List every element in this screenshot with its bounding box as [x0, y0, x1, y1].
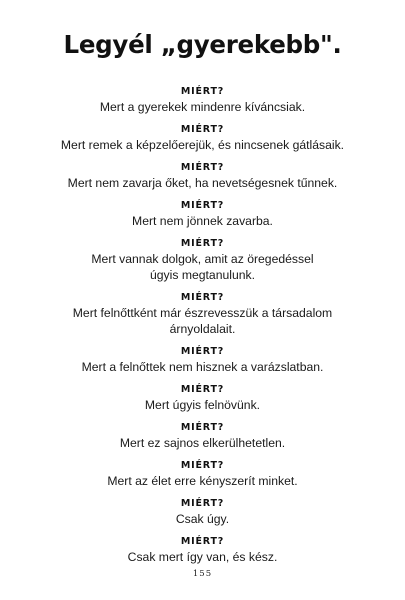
answer-text: Mert a gyerekek mindenre kíváncsiak.: [99, 100, 306, 114]
page-number: 155: [192, 569, 213, 579]
answer-text: Mert nem zavarja őket, ha nevetségesnek tűnnek.: [67, 176, 338, 190]
qa-list: [0, 84, 405, 572]
question-label: MIÉRT?: [180, 460, 225, 471]
page-title: Legyél „gyerekebb".: [63, 30, 342, 59]
question-label: MIÉRT?: [180, 86, 225, 97]
question-label: MIÉRT?: [180, 384, 225, 395]
answer-text: Mert ez sajnos elkerülhetetlen.: [119, 436, 286, 450]
answer-text: Csak mert így van, és kész.: [127, 550, 278, 564]
qa-item: [0, 420, 405, 451]
question-label: MIÉRT?: [180, 238, 225, 249]
qa-item: [0, 236, 405, 283]
question-label: MIÉRT?: [180, 422, 225, 433]
qa-item: [0, 496, 405, 527]
qa-item: [0, 122, 405, 153]
question-label: MIÉRT?: [180, 292, 225, 303]
question-label: MIÉRT?: [180, 162, 225, 173]
question-label: MIÉRT?: [180, 498, 225, 509]
answer-text: Mert remek a képzelőerejük, és nincsenek gátlásaik.: [60, 138, 345, 152]
answer-text: Mert úgyis felnövünk.: [144, 398, 261, 412]
question-label: MIÉRT?: [180, 536, 225, 547]
qa-item: [0, 344, 405, 375]
qa-item: [0, 160, 405, 191]
qa-item: [0, 84, 405, 115]
answer-text: Csak úgy.: [175, 512, 230, 526]
answer-text: Mert az élet erre kényszerít minket.: [107, 474, 298, 488]
answer-text: Mert nem jönnek zavarba.: [132, 214, 273, 228]
qa-item: [0, 534, 405, 565]
question-label: MIÉRT?: [180, 124, 225, 135]
qa-item: [0, 382, 405, 413]
answer-text: Mert a felnőttek nem hisznek a varázslatban.: [81, 360, 324, 374]
answer-text: Mert vannak dolgok, amit az öregedéssel úgyis megtanulunk.: [91, 252, 314, 282]
qa-item: [0, 290, 405, 337]
question-label: MIÉRT?: [180, 200, 225, 211]
qa-item: [0, 458, 405, 489]
question-label: MIÉRT?: [180, 346, 225, 357]
qa-item: [0, 198, 405, 229]
answer-text: Mert felnőttként már észrevesszük a társadalom árnyoldalait.: [72, 306, 333, 336]
